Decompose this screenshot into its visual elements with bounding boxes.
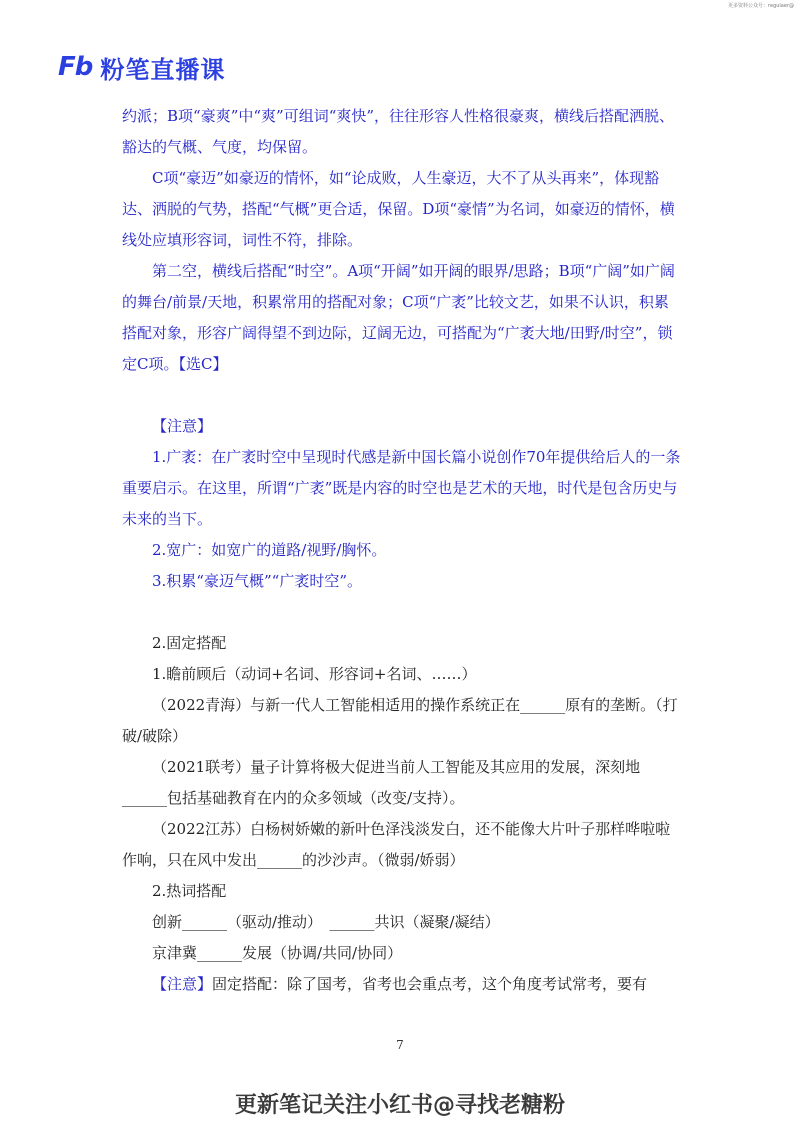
brand-name: 粉笔直播课 [100, 55, 226, 84]
note-label: 【注意】 [152, 975, 213, 993]
section-title: 2.固定搭配 [152, 634, 227, 652]
footer-banner: 更新笔记关注小红书@寻找老糖粉 [234, 1093, 565, 1118]
note-item-1: 1.广袤：在广袤时空中呈现时代感是新中国长篇小说创作70年提供给后人的一条重要启示。在这里，所谓“广袤”既是内容的时空也是艺术的天地，时代是包含历史与未来的当下。 [122, 448, 681, 528]
page-number: 7 [396, 1038, 404, 1052]
subsection-title-1: 1.瞻前顾后（动词+名词、形容词+名词、……） [152, 665, 477, 683]
note-item-2: 2.宽广：如宽广的道路/视野/胸怀。 [152, 541, 387, 559]
hot-word-line-2: 京津冀______发展（协调/共同/协同） [152, 944, 403, 962]
document-body [122, 101, 682, 1000]
note-text: 固定搭配：除了国考，省考也会重点考，这个角度考试常考，要有 [212, 975, 648, 993]
top-note: 更多资料公众号：regulaer@ [728, 3, 794, 9]
spacer [122, 380, 682, 411]
note-item-3: 3.积累“豪迈气概”“广袤时空”。 [152, 572, 362, 590]
paragraph-option-b: 约派；B项“豪爽”中“爽”可组词“爽快”，往往形容人性格很豪爽，横线后搭配洒脱、豁达的气概、气度，均保留。 [122, 107, 675, 156]
note-title: 【注意】 [152, 417, 213, 435]
example-qinghai: （2022青海）与新一代人工智能相适用的操作系统正在______原有的垄断。（打破/破除） [122, 696, 678, 745]
example-lianka: （2021联考）量子计算将极大促进当前人工智能及其应用的发展，深刻地______包括基础教育在内的众多领域（改变/支持）。 [122, 758, 641, 807]
hot-word-line-1: 创新______（驱动/推动） ______共识（凝聚/凝结） [152, 913, 500, 931]
fixed-collocation-note [122, 969, 682, 1000]
subsection-title-2: 2.热词搭配 [152, 882, 227, 900]
example-jiangsu: （2022江苏）白杨树娇嫩的新叶色泽浅淡发白，还不能像大片叶子那样哗啦啦作响，只在风中发出______的沙沙声。（微弱/娇弱） [122, 820, 671, 869]
spacer [122, 597, 682, 628]
brand-header [58, 50, 225, 84]
paragraph-second-blank: 第二空，横线后搭配“时空”。A项“开阔”如开阔的眼界/思路；B项“广阔”如广阔的舞台/前景/天地，积累常用的搭配对象；C项“广袤”比较文艺，如果不认识，积累搭配对象，形容广阔得望不到边际，辽阔无边，可搭配为“广袤大地/田野/时空”，锁定C项。【选C】 [122, 262, 675, 373]
paragraph-option-c: C项“豪迈”如豪迈的情怀，如“论成败，人生豪迈，大不了从头再来”，体现豁达、洒脱的气势，搭配“气概”更合适，保留。D项“豪情”为名词，如豪迈的情怀，横线处应填形容词，词性不符，排除。 [122, 169, 675, 249]
fenbi-logo-icon: Fb [58, 52, 93, 82]
